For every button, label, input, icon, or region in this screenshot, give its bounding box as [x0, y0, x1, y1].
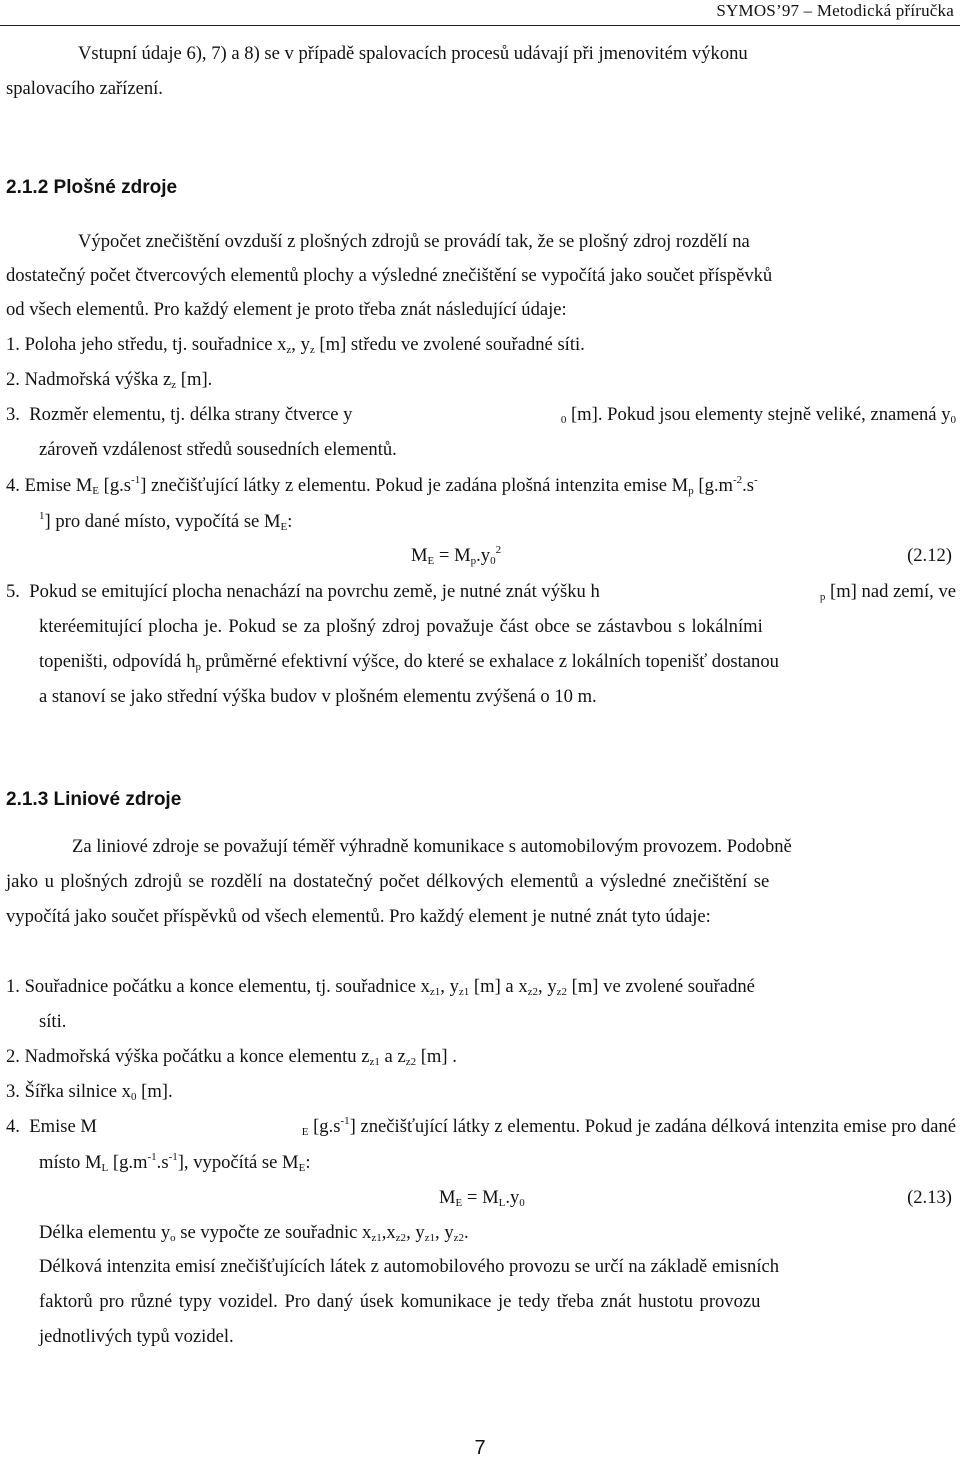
list-212-item-2: 2. Nadmořská výška $z_z$ [m]. [6, 369, 213, 391]
list-213-item-3: 3. Šířka silnice $x_0$ [m]. [6, 1081, 173, 1103]
list-212-item-3: 3. Rozměr elementu, tj. délka strany čtverce y $_0$ [m]. Pokud jsou elementy stejně veliké, znamená $y_0$ [6, 404, 956, 426]
equation-number-2-12: (2.12) [907, 545, 952, 566]
header-rule [0, 25, 960, 26]
list-213-item-4: 4. Emise M $_E$ $[g.s^{-1}]$ znečišťující látky z elementu. Pokud je zadána délková intenzita emise pro dané [6, 1115, 956, 1138]
para-213-after-2-line-3: jednotlivých typů vozidel. [39, 1326, 234, 1347]
intro-line-1: Vstupní údaje 6), 7) a 8) se v případě spalovacích procesů udávají při jmenovitém výkonu [78, 43, 748, 64]
para-213-line-3: vypočítá jako součet příspěvků od všech elementů. Pro každý element je nutné znát tyto údaje: [6, 906, 711, 927]
para-213-line-1: Za liniové zdroje se považují téměř výhradně komunikace s automobilovým provozem. Podobně [72, 836, 792, 857]
para-213-line-2: jako u plošných zdrojů se rozdělí na dostatečný počet délkových elementů a výsledné znečištění se [6, 871, 770, 892]
para-213-after-1: Délka elementu $y_o$ se vypočte ze souřadnic $x_{z1},x_{z2}$, $y_{z1}$, $y_{z2}$. [39, 1222, 469, 1244]
list-212-item-1: 1. Poloha jeho středu, tj. souřadnice $x_z$, $y_z$ [m] středu ve zvolené souřadné síti. [6, 334, 585, 356]
list-213-item-1-line-2: síti. [39, 1011, 67, 1032]
list-212-item-3-line-2: zároveň vzdálenost středů sousedních elementů. [39, 439, 397, 460]
section-heading-2-1-2: 2.1.2 Plošné zdroje [6, 177, 178, 198]
section-heading-2-1-3: 2.1.3 Liniové zdroje [6, 789, 182, 810]
list-212-item-5-line-3: topeništi, odpovídá $h_p$ průměrné efektivní výšce, do které se exhalace z lokálních topenišť dostanou [39, 651, 779, 673]
list-213-item-2: 2. Nadmořská výška počátku a konce elementu $z_{z1}$ a $z_{z2}$ [m] . [6, 1046, 457, 1068]
para-212-line-2: dostatečný počet čtvercových elementů plochy a výsledné znečištění se vypočítá jako součet příspěvků [6, 265, 773, 286]
document-page: SYMOS’97 – Metodická příručka Vstupní údaje 6), 7) a 8) se v případě spalovacích procesů udávají při jmenovitém výkonu spalovacího zařízení. 2.1.2 Plošné zdroje Výpočet znečištění ovzduší z plošných zdrojů se provádí tak, že se plošný zdroj rozdělí na dostatečný počet čtvercových elementů plochy a výsledné znečištění se vypočítá jako součet příspěvků od všech elementů. Pro každý element je proto třeba znát následující údaje: 1. Poloha jeho středu, tj. souřadnice $x_z$, $y_z$ [m] středu ve zvolené souřadné síti. 2. Nadmořská výška $z_z$ [m]. 3. Rozměr elementu, tj. délka strany čtverce y $_0$ [m]. Pokud jsou elementy stejně veliké, znamená $y_0$ zároveň vzdálenost středů sousedních elementů. 4. Emise $M_E$ $[g.s^{-1}]$ znečišťující látky z elementu. Pokud je zadána plošná intenzita emise $M_p$ [$g.m^{-2}.s^-$ $^1$] pro dané místo, vypočítá se $M_E$: $M_E = M_p.y_0^2$ (2.12) 5. Pokud se emitující plocha nenachází na povrchu země, je nutné znát výšku h $_p$ [m] nad zemí, ve kteréemitující plocha je. Pokud se za plošný zdroj považuje část obce se zástavbou s lokálními topeništi, odpovídá $h_p$ průměrné efektivní výšce, do které se exhalace z lokálních topenišť dostanou a stanoví se jako střední výška budov v plošném elementu zvýšená o 10 m. 2.1.3 Liniové zdroje Za liniové zdroje se považují téměř výhradně komunikace s automobilovým provozem. Podobně jako u plošných zdrojů se rozdělí na dostatečný počet délkových elementů a výsledné znečištění se vypočítá jako součet příspěvků od všech elementů. Pro každý element je nutné znát tyto údaje: 1. Souřadnice počátku a konce elementu, tj. souřadnice $x_{z1}$, $y_{z1}$ [m] a $x_{z2}$, $y_{z2}$ [m] ve zvolené souřadné síti. 2. Nadmořská výška počátku a konce elementu $z_{z1}$ a $z_{z2}$ [m] . 3. Šířka silnice $x_0$ [m]. 4. Emise M $_E$ $[g.s^{-1}]$ znečišťující látky z elementu. Pokud je zadána délková intenzita emise pro dané místo $M_L$ $[g.m^{-1}.s^{-1}]$, vypočítá se $M_E$: $M_E = M_L.y_0$ (2.13) Délka elementu $y_o$ se vypočte ze souřadnic $x_{z1},x_{z2}$, $y_{z1}$, $y_{z2}$. Délková intenzita emisí znečišťujících látek z automobilového provozu se určí na základě emisních faktorů pro různé typy vozidel. Pro daný úsek komunikace je tedy třeba znát hustotu provozu jednotlivých typů vozidel. 7 [0, 0, 960, 1458]
para-213-after-2-line-1: Délková intenzita emisí znečišťujících látek z automobilového provozu se určí na základě emisních [39, 1256, 780, 1277]
para-212-line-1: Výpočet znečištění ovzduší z plošných zdrojů se provádí tak, že se plošný zdroj rozdělí na [78, 231, 750, 252]
list-212-item-4: 4. Emise $M_E$ $[g.s^{-1}]$ znečišťující látky z elementu. Pokud je zadána plošná intenzita emise $M_p$ [$g.m^{-2}.s^-$ [6, 474, 758, 497]
list-213-item-4-line-2: místo $M_L$ $[g.m^{-1}.s^{-1}]$, vypočítá se $M_E$: [39, 1151, 311, 1174]
list-213-item-1: 1. Souřadnice počátku a konce elementu, tj. souřadnice $x_{z1}$, $y_{z1}$ [m] a $x_{z2}$, $y_{z2}$ [m] ve zvolené souřadné [6, 976, 755, 998]
equation-number-2-13: (2.13) [907, 1187, 952, 1208]
para-213-after-2-line-2: faktorů pro různé typy vozidel. Pro daný úsek komunikace je tedy třeba znát hustotu provozu [39, 1291, 761, 1312]
list-212-item-5-line-4: a stanoví se jako střední výška budov v plošném elementu zvýšená o 10 m. [39, 686, 597, 707]
intro-line-2: spalovacího zařízení. [6, 78, 163, 99]
list-212-item-4-line-2: $^1$] pro dané místo, vypočítá se $M_E$: [39, 510, 293, 533]
para-212-line-3: od všech elementů. Pro každý element je proto třeba znát následující údaje: [6, 299, 567, 320]
page-number: 7 [474, 1437, 486, 1459]
list-212-item-5: 5. Pokud se emitující plocha nenachází na povrchu země, je nutné znát výšku h $_p$ [m] nad zemí, ve [6, 581, 956, 603]
list-212-item-5-line-2: kteréemitující plocha je. Pokud se za plošný zdroj považuje část obce se zástavbou s lokálními [39, 616, 763, 637]
running-header: SYMOS’97 – Metodická příručka [716, 1, 954, 20]
